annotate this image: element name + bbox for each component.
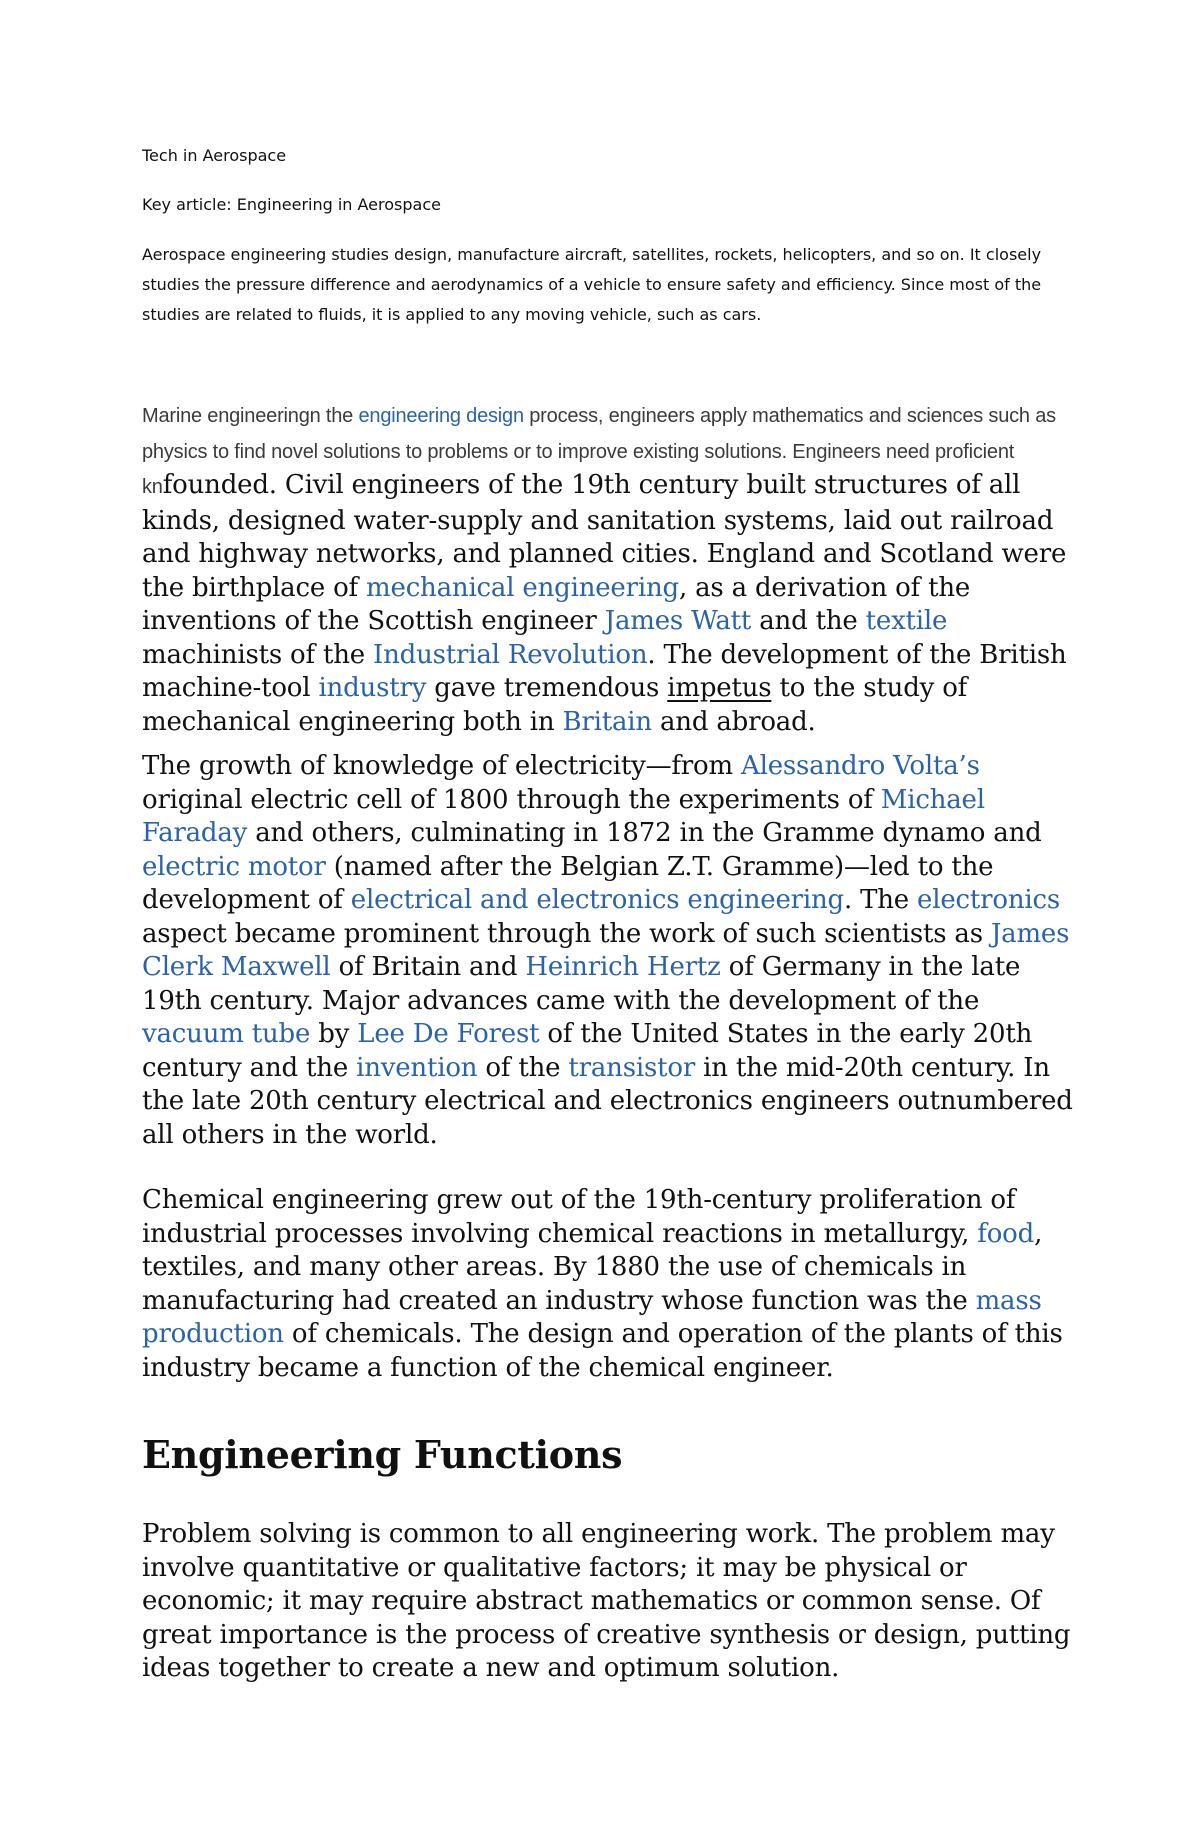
electrical-engineering-paragraph <box>142 750 1082 1152</box>
transistor-link[interactable]: transistor <box>568 1052 696 1083</box>
chemical-engineering-paragraph <box>142 1184 1082 1385</box>
industry-link[interactable]: industry <box>318 673 427 703</box>
britain-link[interactable]: Britain <box>562 706 652 737</box>
invention-link[interactable]: invention <box>356 1052 478 1083</box>
para-text: , textiles, and many other areas. By 1880 the use of chemicals in manufacturing had created an industry whose function was the <box>142 1218 1043 1316</box>
key-article-line: Key article: Engineering in Aerospace <box>142 195 441 214</box>
para-text: and others, culminating in 1872 in the Gramme dynamo and <box>247 818 1042 848</box>
para-text: of the United States in the early 20th century and the <box>142 1019 1033 1083</box>
lee-de-forest-link[interactable]: Lee De Forest <box>357 1019 540 1049</box>
para-text: of Britain and <box>330 952 526 982</box>
para-text: and the <box>751 606 866 636</box>
para-text: . The <box>843 885 918 915</box>
james-clerk-maxwell-link[interactable]: James Clerk Maxwell <box>142 918 1070 982</box>
para-text: gave tremendous <box>426 673 668 703</box>
para-text: , as a derivation of the inventions of the Scottish engineer <box>142 572 971 636</box>
para-text: . The development of the British machine-tool <box>142 639 1067 703</box>
impetus-word: impetus <box>667 673 772 703</box>
para-text: to the study of mechanical engineering both in <box>142 673 968 737</box>
michael-faraday-link[interactable]: Michael Faraday <box>142 784 985 848</box>
section-heading: Engineering Functions <box>142 1432 623 1477</box>
para-text: founded. Civil engineers of the 19th century built structures of all kinds, designed water-supply and sanitation systems, laid out railroad and highway networks, and planned cities. England and Scotland were the birthplace of <box>142 470 1067 603</box>
para-text: machinists of the <box>142 639 374 670</box>
electronics-link[interactable]: electronics <box>917 885 1060 915</box>
para-text: of Germany in the late 19th century. Major advances came with the development of the <box>142 952 1021 1016</box>
intro-paragraph: Aerospace engineering studies design, manufacture aircraft, satellites, rockets, helicopters, and so on. It closely studies the pressure difference and aerodynamics of a vehicle to ensure safety and efficiency. Since most of the studies are related to fluids, it is applied to any moving vehicle, such as cars. <box>142 245 1042 324</box>
heinrich-hertz-link[interactable]: Heinrich Hertz <box>525 952 721 982</box>
para-text: by <box>310 1019 358 1049</box>
para-text: The growth of knowledge of electricity—from <box>142 751 741 781</box>
mass-production-link[interactable]: mass production <box>142 1285 1042 1349</box>
electrical-electronics-engineering-link[interactable]: electrical and electronics engineering <box>350 885 844 915</box>
textile-link[interactable]: textile <box>865 606 948 636</box>
para-text: Chemical engineering grew out of the 19th-century proliferation of industrial processes involving chemical reactions in metallurgy, <box>142 1185 1016 1249</box>
para-text: of chemicals. The design and operation of the plants of this industry became a function of the chemical engineer. <box>142 1319 1063 1383</box>
industrial-revolution-link[interactable]: Industrial Revolution <box>373 639 648 670</box>
para-text: (named after the Belgian Z.T. Gramme)—led to the development of <box>142 851 994 915</box>
engineering-design-link[interactable]: engineering design <box>358 405 524 427</box>
marine-lead-text: Marine engineeringn the <box>142 405 359 427</box>
alessandro-volta-link[interactable]: Alessandro Volta’s <box>741 751 980 781</box>
food-link[interactable]: food <box>977 1218 1035 1249</box>
para-text: of the <box>477 1052 569 1083</box>
marine-lead-text-2: process, engineers apply mathematics and sciences such as physics to find novel solutions to problems or to improve existing solutions. Engineers need proficient kn <box>142 405 1056 498</box>
para-text: in the mid-20th century. In the late 20th century electrical and electronics engineers outnumbered all others in the world. <box>142 1052 1073 1150</box>
electric-motor-link[interactable]: electric motor <box>142 851 326 882</box>
james-watt-link[interactable]: James Watt <box>604 606 752 636</box>
para-text: and abroad. <box>651 706 816 737</box>
mechanical-engineering-paragraph <box>142 398 1082 739</box>
para-text: aspect became prominent through the work of such scientists as <box>142 918 991 949</box>
doc-title: Tech in Aerospace <box>142 146 287 165</box>
engineering-functions-paragraph: Problem solving is common to all engineering work. The problem may involve quantitative or qualitative factors; it may be physical or economic; it may require abstract mathematics or common sense. Of great importance is the process of creative synthesis or design, putting ideas together to create a new and optimum solution. <box>142 1519 1071 1683</box>
para-text: original electric cell of 1800 through the experiments of <box>142 784 881 815</box>
vacuum-tube-link[interactable]: vacuum tube <box>142 1019 311 1049</box>
mechanical-engineering-link[interactable]: mechanical engineering <box>366 572 679 603</box>
